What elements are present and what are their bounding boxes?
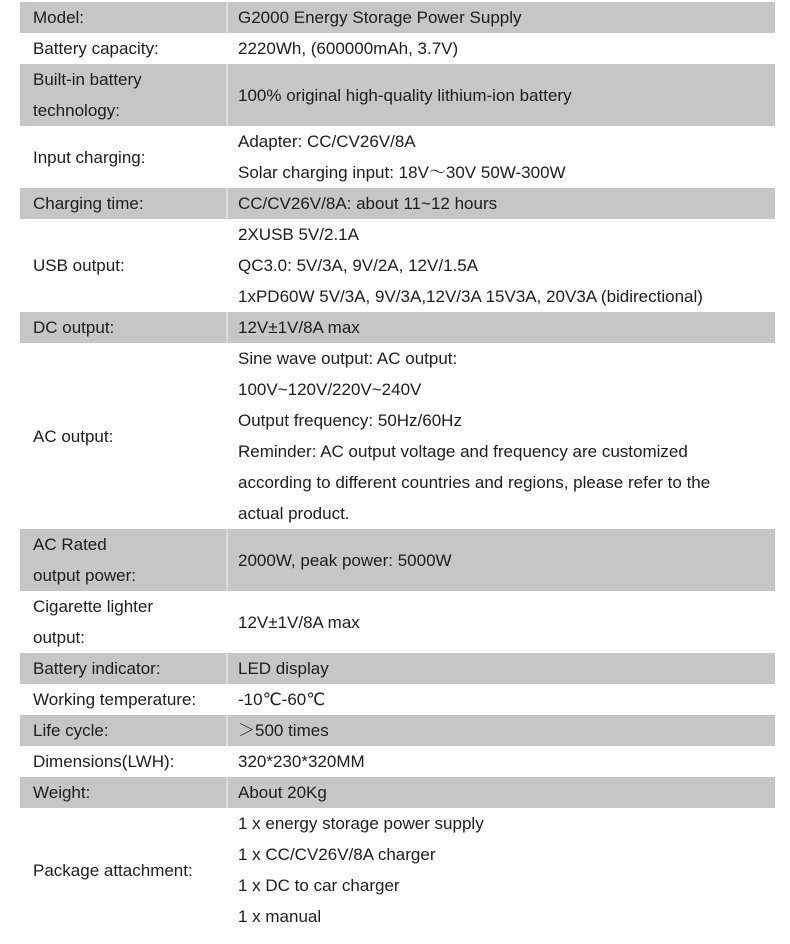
spec-value-line: 100% original high-quality lithium-ion battery bbox=[238, 85, 572, 105]
spec-value-line: Adapter: CC/CV26V/8A bbox=[238, 132, 416, 151]
spec-label-line: Battery capacity: bbox=[33, 39, 159, 58]
spec-row-built-in-battery-technology bbox=[20, 64, 775, 126]
spec-value-line: 2XUSB 5V/2.1A bbox=[238, 225, 359, 244]
spec-value-model bbox=[228, 2, 775, 33]
spec-value-line: 1 x DC to car charger bbox=[238, 876, 400, 895]
spec-value-line: 320*230*320MM bbox=[238, 752, 365, 771]
spec-value-line: CC/CV26V/8A: about 11~12 hours bbox=[238, 194, 498, 213]
spec-value-line: -10℃-60℃ bbox=[238, 690, 326, 709]
spec-label-line: Charging time: bbox=[33, 194, 144, 213]
spec-label-ac-rated-output-power bbox=[20, 529, 228, 591]
spec-value-line: ＞500 times bbox=[238, 721, 329, 740]
spec-row-ac-output bbox=[20, 343, 775, 529]
spec-row-battery-indicator bbox=[20, 653, 775, 684]
spec-value-usb-output bbox=[228, 219, 775, 312]
spec-label-line: DC output: bbox=[33, 318, 115, 337]
spec-label-line: Model: bbox=[33, 8, 85, 27]
spec-value-cigarette-lighter-output bbox=[228, 591, 775, 653]
spec-label-line: Input charging: bbox=[33, 147, 146, 167]
spec-value-package-attachment bbox=[228, 808, 775, 932]
spec-label-line: output: bbox=[33, 628, 85, 647]
spec-row-ac-rated-output-power bbox=[20, 529, 775, 591]
spec-value-line: 1 x CC/CV26V/8A charger bbox=[238, 845, 436, 864]
spec-value-line: 2220Wh, (600000mAh, 3.7V) bbox=[238, 39, 459, 58]
spec-value-dc-output bbox=[228, 312, 775, 343]
spec-value-line: QC3.0: 5V/3A, 9V/2A, 12V/1.5A bbox=[238, 256, 479, 275]
spec-value-ac-rated-output-power bbox=[228, 529, 775, 591]
spec-label-line: Battery indicator: bbox=[33, 659, 161, 678]
spec-table bbox=[20, 2, 775, 932]
spec-row-charging-time bbox=[20, 188, 775, 219]
spec-label-weight bbox=[20, 777, 228, 808]
spec-value-line: Solar charging input: 18V～30V 50W-300W bbox=[238, 163, 566, 182]
spec-label-line: AC Rated bbox=[33, 535, 107, 554]
spec-value-line: 12V±1V/8A max bbox=[238, 318, 360, 337]
spec-label-dimensions-lwh bbox=[20, 746, 228, 777]
spec-value-life-cycle bbox=[228, 715, 775, 746]
spec-row-battery-capacity bbox=[20, 33, 775, 64]
spec-value-charging-time bbox=[228, 188, 775, 219]
spec-label-line: USB output: bbox=[33, 256, 125, 275]
spec-label-battery-indicator bbox=[20, 653, 228, 684]
spec-row-dc-output bbox=[20, 312, 775, 343]
spec-value-battery-capacity bbox=[228, 33, 775, 64]
spec-label-usb-output bbox=[20, 219, 228, 312]
spec-row-model bbox=[20, 2, 775, 33]
spec-value-line: G2000 Energy Storage Power Supply bbox=[238, 8, 522, 27]
spec-row-package-attachment bbox=[20, 808, 775, 932]
spec-row-weight bbox=[20, 777, 775, 808]
spec-label-line: Package attachment: bbox=[33, 860, 193, 880]
spec-row-input-charging bbox=[20, 126, 775, 188]
spec-value-line: Sine wave output: AC output: bbox=[238, 349, 458, 368]
spec-label-line: Dimensions(LWH): bbox=[33, 752, 175, 771]
spec-label-input-charging bbox=[20, 126, 228, 188]
spec-label-line: Life cycle: bbox=[33, 721, 109, 740]
spec-label-line: Working temperature: bbox=[33, 690, 197, 709]
spec-row-working-temperature bbox=[20, 684, 775, 715]
spec-value-line: 1 x manual bbox=[238, 907, 322, 926]
spec-value-line: according to different countries and regions, please refer to the bbox=[238, 473, 711, 492]
spec-label-line: output power: bbox=[33, 566, 137, 585]
spec-value-line: Reminder: AC output voltage and frequency are customized bbox=[238, 442, 688, 461]
spec-value-line: About 20Kg bbox=[238, 783, 327, 802]
spec-value-battery-indicator bbox=[228, 653, 775, 684]
spec-label-line: technology: bbox=[33, 101, 120, 120]
spec-value-line: actual product. bbox=[238, 504, 350, 523]
spec-value-line: 1xPD60W 5V/3A, 9V/3A,12V/3A 15V3A, 20V3A (bidirectional) bbox=[238, 287, 703, 306]
spec-label-built-in-battery-technology bbox=[20, 64, 228, 126]
spec-label-dc-output bbox=[20, 312, 228, 343]
spec-row-dimensions-lwh bbox=[20, 746, 775, 777]
spec-row-cigarette-lighter-output bbox=[20, 591, 775, 653]
spec-label-cigarette-lighter-output bbox=[20, 591, 228, 653]
spec-value-input-charging bbox=[228, 126, 775, 188]
spec-value-line: 1 x energy storage power supply bbox=[238, 814, 484, 833]
spec-label-package-attachment bbox=[20, 808, 228, 932]
spec-label-line: Weight: bbox=[33, 783, 91, 802]
spec-label-battery-capacity bbox=[20, 33, 228, 64]
spec-label-line: AC output: bbox=[33, 426, 114, 446]
spec-label-line: Built-in battery bbox=[33, 70, 142, 89]
spec-label-ac-output bbox=[20, 343, 228, 529]
spec-value-line: Output frequency: 50Hz/60Hz bbox=[238, 411, 462, 430]
spec-value-working-temperature bbox=[228, 684, 775, 715]
spec-label-life-cycle bbox=[20, 715, 228, 746]
spec-value-line: 100V~120V/220V~240V bbox=[238, 380, 422, 399]
spec-value-built-in-battery-technology bbox=[228, 64, 775, 126]
spec-label-model bbox=[20, 2, 228, 33]
spec-row-life-cycle bbox=[20, 715, 775, 746]
spec-label-working-temperature bbox=[20, 684, 228, 715]
spec-label-line: Cigarette lighter bbox=[33, 597, 154, 616]
spec-value-line: 2000W, peak power: 5000W bbox=[238, 550, 452, 570]
spec-value-line: 12V±1V/8A max bbox=[238, 612, 360, 632]
spec-row-usb-output bbox=[20, 219, 775, 312]
spec-value-line: LED display bbox=[238, 659, 329, 678]
spec-value-weight bbox=[228, 777, 775, 808]
spec-value-ac-output bbox=[228, 343, 775, 529]
spec-label-charging-time bbox=[20, 188, 228, 219]
spec-value-dimensions-lwh bbox=[228, 746, 775, 777]
